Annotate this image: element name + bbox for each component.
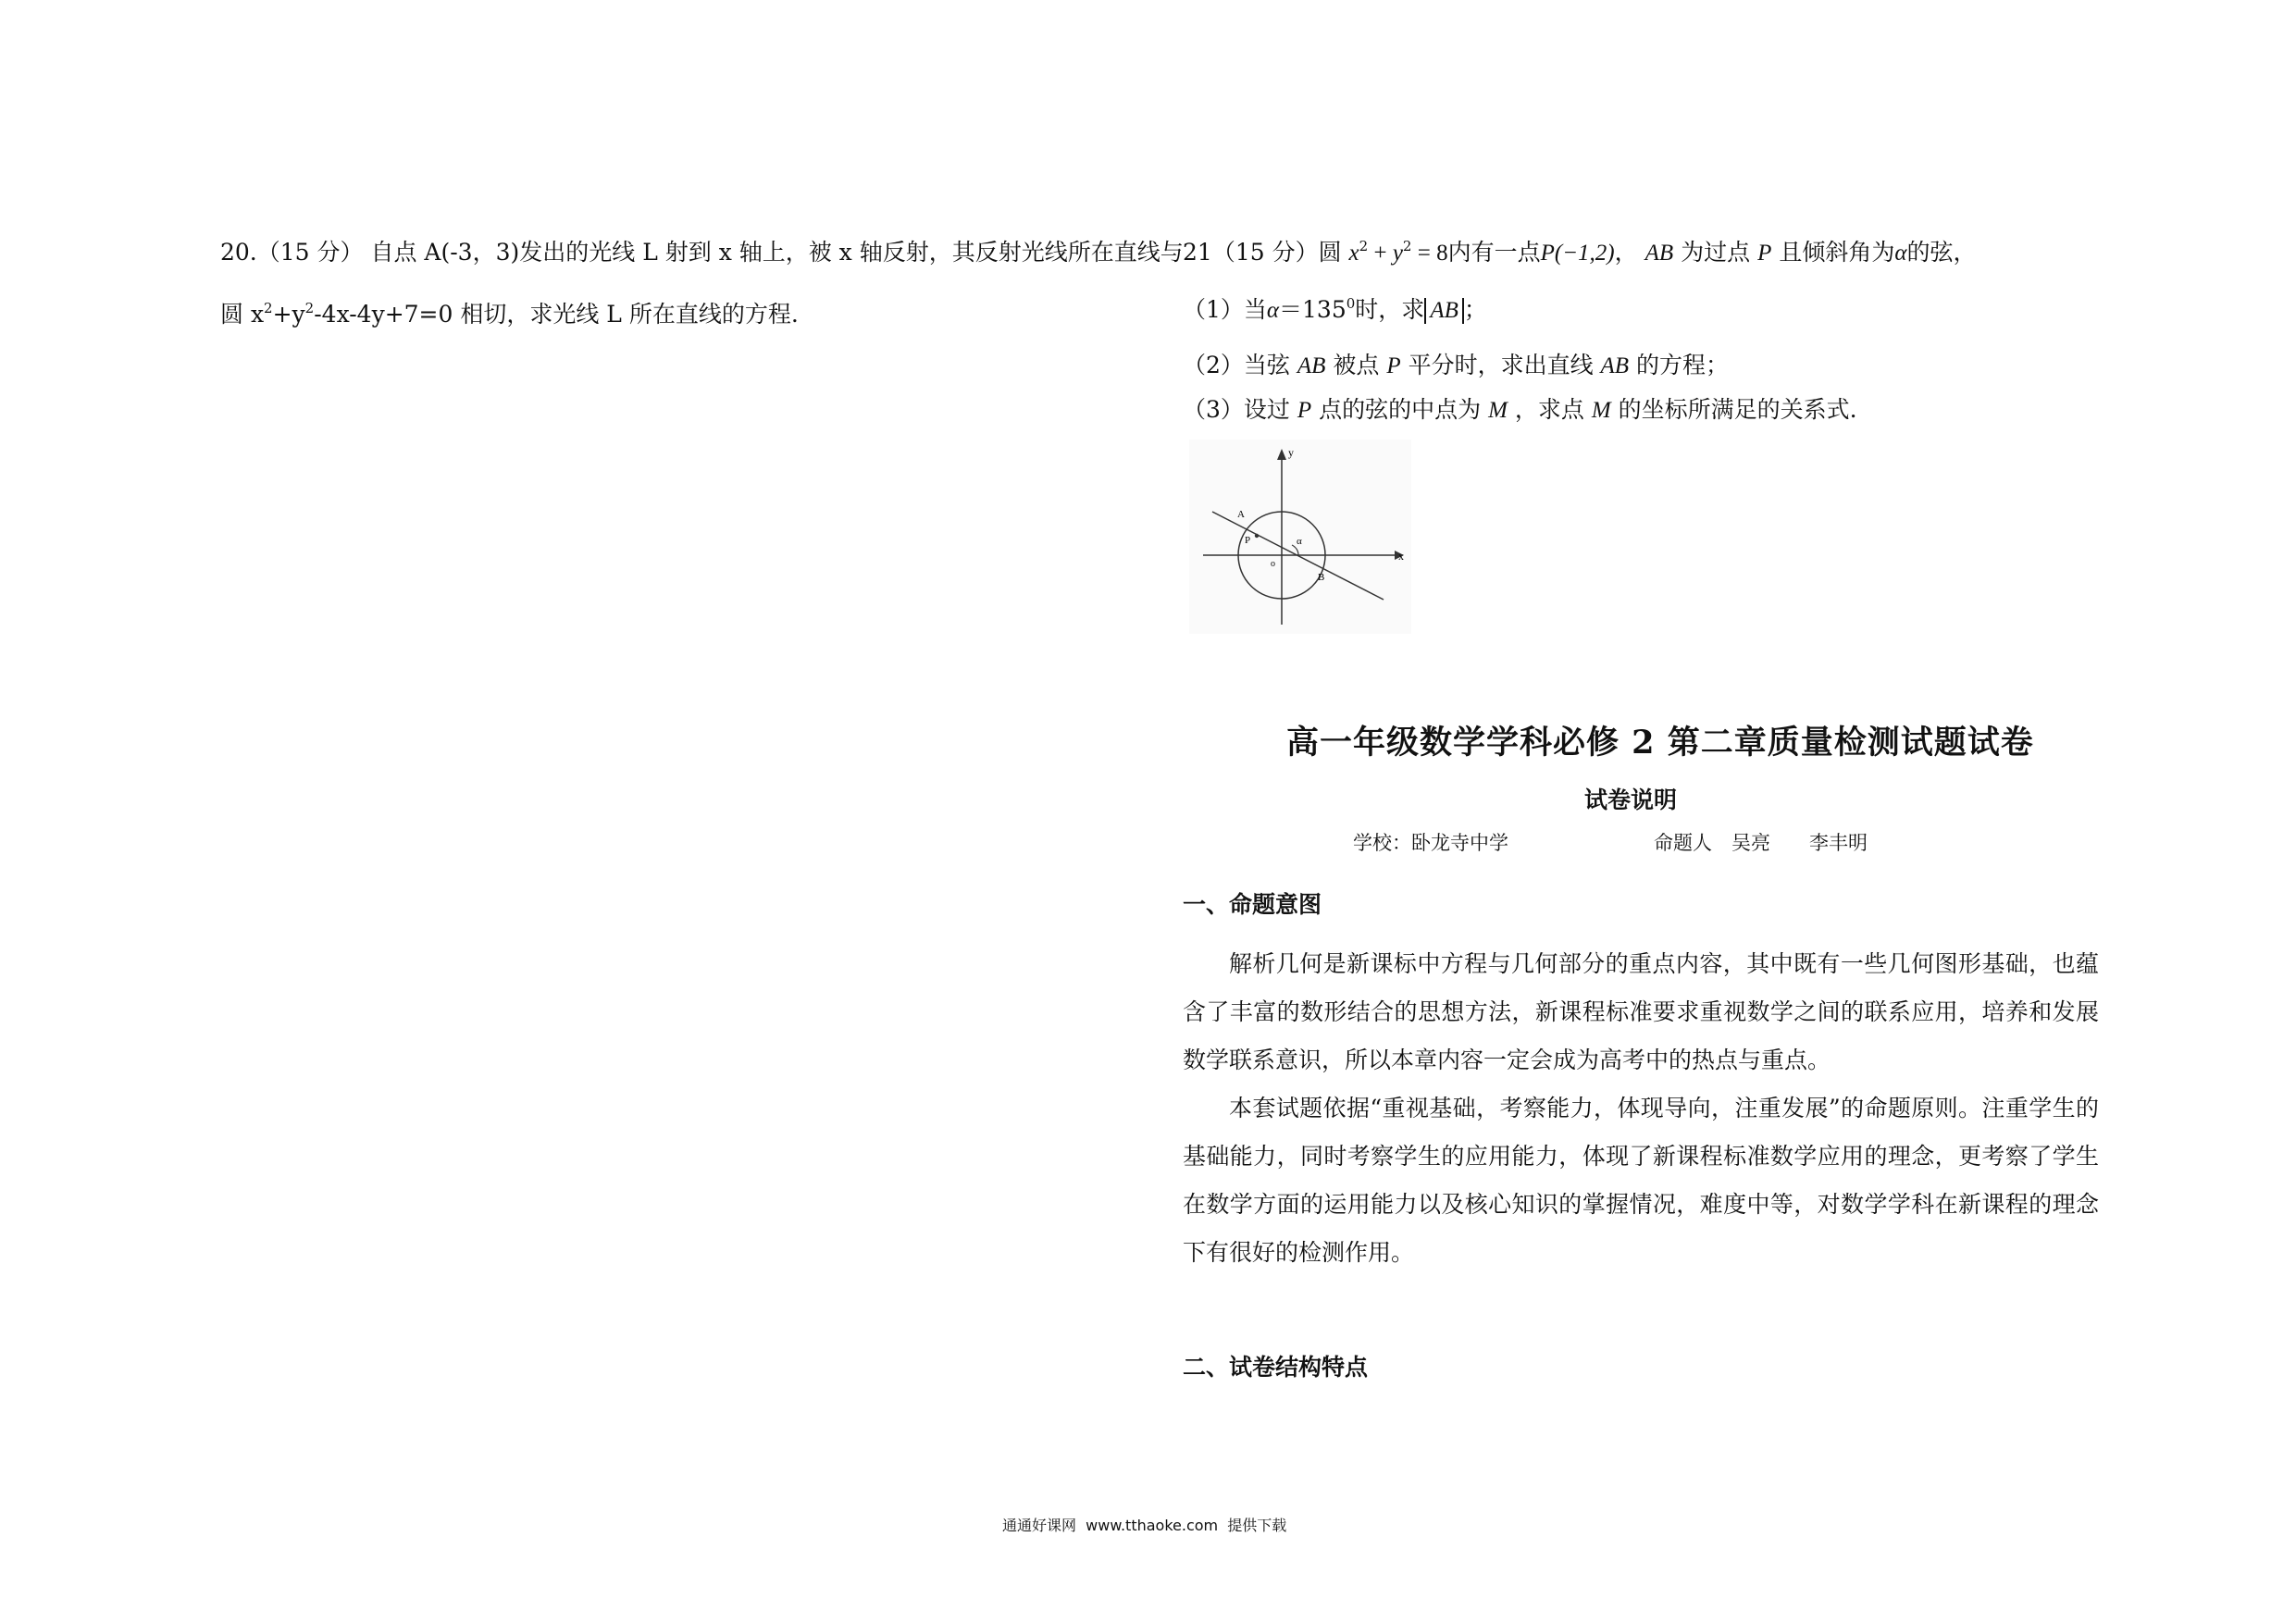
figure-label-a: A (1237, 509, 1245, 520)
page-footer: 通通好课网 www.tthaoke.com 提供下载 (1002, 1517, 1287, 1534)
q21-eq-y: y (1392, 241, 1403, 266)
q21-eq-sup1: 2 (1359, 238, 1369, 254)
q20-sup2: 2 (304, 300, 315, 316)
q21-sub2-ab: AB (1297, 353, 1326, 378)
q21-eq-rest: = 8 (1411, 241, 1448, 266)
q21-sub1-alpha: α (1266, 298, 1280, 323)
q21-line1 (1183, 239, 1976, 267)
q21-mid: 内有一点 (1447, 239, 1541, 266)
q21-sub1-deg: 0 (1346, 295, 1356, 312)
q21-sub1-end: ； (1463, 296, 1487, 323)
q20-line2-pre: 圆 x (220, 301, 265, 328)
q21-pre: 圆 (1318, 239, 1342, 266)
figure-label-y: y (1288, 446, 1294, 459)
page-title: 高一年级数学学科必修 2 第二章质量检测试题试卷 (1286, 724, 2034, 762)
q21-eq-plus: + (1368, 241, 1393, 266)
q20-sup1: 2 (264, 300, 273, 316)
q21-ab: AB (1644, 241, 1674, 266)
q21-score: （15 分） (1211, 239, 1319, 266)
q21-post3: 的弦， (1906, 239, 1977, 266)
q20-line1 (220, 239, 1184, 266)
figure-label-p: P (1245, 535, 1251, 546)
q21-sub1 (1183, 296, 1487, 325)
q21-sub2-p: P (1386, 353, 1401, 378)
q21-sub3-mid: 点的弦的中点为 (1319, 396, 1482, 423)
figure-label-o: o (1271, 559, 1275, 569)
q21-number: 21 (1183, 239, 1212, 266)
q21-sub3-pre: （3）设过 (1183, 396, 1290, 423)
q21-sub2-mid2: 平分时，求出直线 (1408, 352, 1594, 378)
q20-score: （15 分） (256, 239, 364, 266)
section1-paragraph1: 解析几何是新课标中方程与几何部分的重点内容，其中既有一些几何图形基础，也蕴含了丰富的数形结合的思想方法，新课程标准要求重视数学之间的联系应用，培养和发展数学联系意识，所以本章内容一定会成为高考中的热点与重点。 (1183, 950, 2099, 1073)
q21-sub1-ab: AB (1424, 298, 1464, 324)
circle-chord-figure (1189, 440, 1411, 634)
q21-sub3-mid2: ，求点 (1514, 396, 1584, 423)
section1-paragraph2: 本套试题依据“重视基础，考察能力，体现导向，注重发展”的命题原则。注重学生的基础能力，同时考察学生的应用能力，体现了新课程标准数学应用的理念，更考察了学生在数学方面的运用能力以及核心知识的掌握情况，难度中等，对数学学科在新课程的理念下有很好的检测作用。 (1183, 1095, 2099, 1266)
q21-eq-x: x (1348, 241, 1359, 266)
q21-sub2-pre: （2）当弦 (1183, 352, 1290, 378)
figure-label-b: B (1318, 572, 1325, 583)
section2-heading: 二、试卷结构特点 (1183, 1354, 1369, 1381)
q21-eq-sup2: 2 (1402, 238, 1412, 254)
q21-sub3 (1183, 396, 1857, 425)
q20-line2 (220, 301, 799, 328)
q21-sub1-eq: ＝135 (1279, 296, 1347, 323)
figure-label-alpha: α (1297, 536, 1302, 547)
section1-heading: 一、命题意图 (1183, 891, 1322, 918)
q21-sub2-end: 的方程； (1636, 352, 1730, 378)
q20-text-line1: 自点 A(-3，3)发出的光线 L 射到 x 轴上，被 x 轴反射，其反射光线所在直线与 (370, 239, 1184, 266)
q21-point: P(−1,2) (1540, 241, 1615, 266)
figure-label-x: x (1398, 550, 1404, 563)
authors-line: 命题人 吴亮 李丰明 (1654, 832, 1868, 854)
q21-sub2-ab2: AB (1600, 353, 1630, 378)
q21-sub3-m: M (1488, 398, 1508, 423)
q21-sub3-end: 的坐标所满足的关系式. (1618, 396, 1857, 423)
q21-sub3-m2: M (1591, 398, 1611, 423)
q21-p: P (1757, 241, 1772, 266)
q20-line2-post: -4x-4y+7=0 相切，求光线 L 所在直线的方程. (314, 301, 799, 328)
subtitle: 试卷说明 (1584, 787, 1678, 813)
q21-post2: 且倾斜角为 (1779, 239, 1895, 266)
figure-point-p (1255, 534, 1259, 538)
q21-post1: 为过点 (1681, 239, 1751, 266)
q21-sub1-mid: 时，求 (1355, 296, 1425, 323)
q20-number: 20. (220, 239, 257, 266)
q21-sub2-mid: 被点 (1333, 352, 1380, 378)
q21-sub1-pre: （1）当 (1183, 296, 1267, 323)
q21-sub2 (1183, 352, 1729, 380)
q20-line2-mid: +y (272, 301, 305, 328)
q21-alpha: α (1894, 241, 1907, 266)
q21-comma: ， (1614, 239, 1638, 266)
q21-sub3-p: P (1297, 398, 1312, 423)
school-line: 学校：卧龙寺中学 (1353, 832, 1508, 854)
